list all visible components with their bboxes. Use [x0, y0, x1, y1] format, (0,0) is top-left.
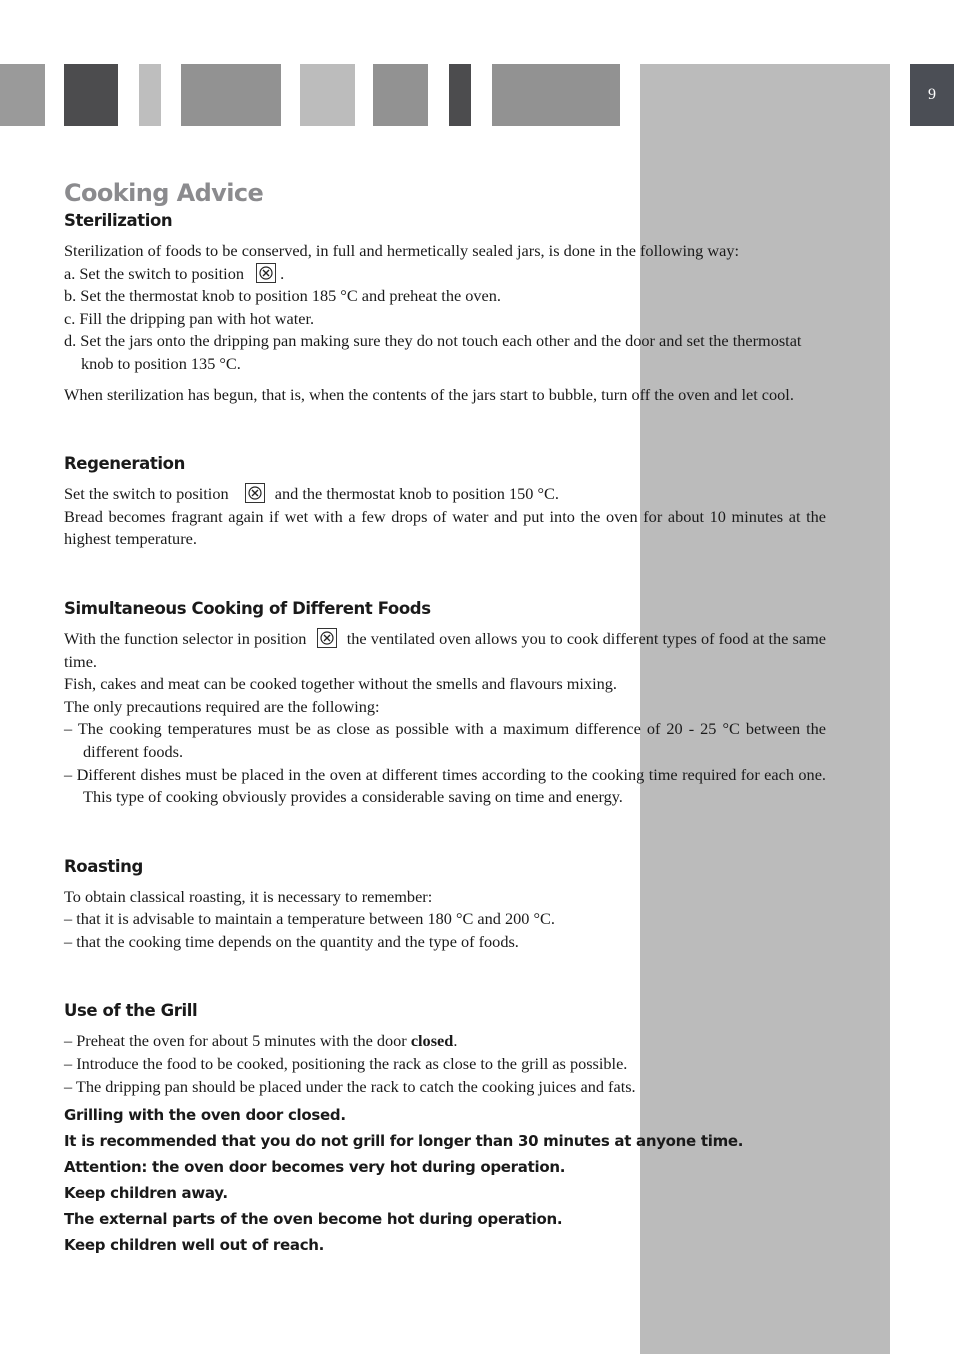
roasting-line-1: To obtain classical roasting, it is necessary to remember: — [64, 886, 433, 906]
simultaneous-bullet-1: – The cooking temperatures must be as close as possible with a maximum difference of 20 - 25 °C between the different foods. — [64, 719, 826, 761]
page-title: Cooking Advice — [64, 179, 264, 207]
heading-regeneration: Regeneration — [64, 454, 185, 474]
header-bar-1 — [0, 64, 45, 126]
warning-line: Grilling with the oven door closed. — [64, 1106, 346, 1125]
regeneration-suffix: and the thermostat knob to position 150 °C. — [274, 484, 559, 504]
heading-simultaneous: Simultaneous Cooking of Different Foods — [64, 598, 431, 618]
heading-roasting: Roasting — [64, 856, 143, 876]
simultaneous-bullet-2: – Different dishes must be placed in the oven at different times according to the cooking time required for each one. This type of cooking obviously provides a considerable saving on time and energy. — [64, 764, 826, 807]
fan-function-icon — [317, 628, 337, 648]
header-bar-2 — [64, 64, 118, 126]
warning-line: Keep children away. — [64, 1184, 228, 1203]
grill-line-1-suffix: . — [453, 1031, 458, 1051]
sterilization-step-d: d. Set the jars onto the dripping pan making sure they do not touch each other and the door and set the thermostat knob to position 135 °C. — [64, 331, 802, 373]
grill-line-2: – Introduce the food to be cooked, positioning the rack as close to the grill as possible. — [64, 1054, 628, 1074]
step-a-prefix: a. Set the switch to position — [64, 263, 244, 283]
warning-line: Attention: the oven door becomes very hot during operation. — [64, 1158, 566, 1177]
fan-function-icon — [245, 483, 265, 503]
simultaneous-line-2: Fish, cakes and meat can be cooked together without the smells and flavours mixing. — [64, 674, 617, 694]
regeneration-prefix: Set the switch to position — [64, 484, 229, 504]
page-number: 9 — [910, 64, 954, 126]
step-a-suffix: . — [280, 263, 285, 283]
main-content — [64, 176, 826, 1258]
warning-line: The external parts of the oven become hot during operation. — [64, 1210, 563, 1229]
grill-line-1-bold: closed — [410, 1031, 454, 1051]
header-bar-8 — [492, 64, 620, 126]
header-bar-5 — [300, 64, 355, 126]
sterilization-intro: Sterilization of foods to be conserved, in full and hermetically sealed jars, is done in the following way: — [64, 241, 740, 260]
simultaneous-line-3: The only precautions required are the following: — [64, 696, 380, 716]
sterilization-closing: When sterilization has begun, that is, when the contents of the jars start to bubble, turn off the oven and let cool. — [64, 384, 794, 404]
roasting-line-2: – that it is advisable to maintain a temperature between 180 °C and 200 °C. — [64, 909, 555, 929]
header-bar-7 — [449, 64, 471, 126]
simultaneous-line-1 — [64, 628, 826, 673]
warning-line: It is recommended that you do not grill for longer than 30 minutes at anyone time. — [64, 1132, 744, 1151]
grill-line-1-prefix: – Preheat the oven for about 5 minutes with the door — [64, 1031, 411, 1051]
heading-grill: Use of the Grill — [64, 1001, 198, 1021]
grill-line-3: – The dripping pan should be placed under the rack to catch the cooking juices and fats. — [64, 1076, 636, 1096]
header-bar-6 — [373, 64, 428, 126]
grill-line-1 — [64, 1030, 826, 1053]
warning-line: Keep children well out of reach. — [64, 1236, 325, 1255]
regeneration-line-1 — [64, 483, 826, 506]
header-bar-3 — [139, 64, 161, 126]
roasting-line-3: – that the cooking time depends on the quantity and the type of foods. — [64, 931, 519, 951]
simultaneous-suffix: the ventilated oven allows you to cook different types of food at the same time. — [64, 628, 826, 671]
grill-warnings — [64, 1102, 826, 1258]
header-bar-4 — [181, 64, 281, 126]
heading-sterilization: Sterilization — [64, 211, 173, 230]
regeneration-line-2: Bread becomes fragrant again if wet with a few drops of water and put into the oven for about 10 minutes at the highest temperature. — [64, 506, 826, 549]
fan-function-icon — [256, 263, 276, 283]
simultaneous-prefix: With the function selector in position — [64, 628, 307, 648]
sterilization-step-b: b. Set the thermostat knob to position 185 °C and preheat the oven. — [64, 286, 501, 306]
sterilization-step-c: c. Fill the dripping pan with hot water. — [64, 308, 315, 328]
sterilization-step-a — [64, 263, 826, 286]
